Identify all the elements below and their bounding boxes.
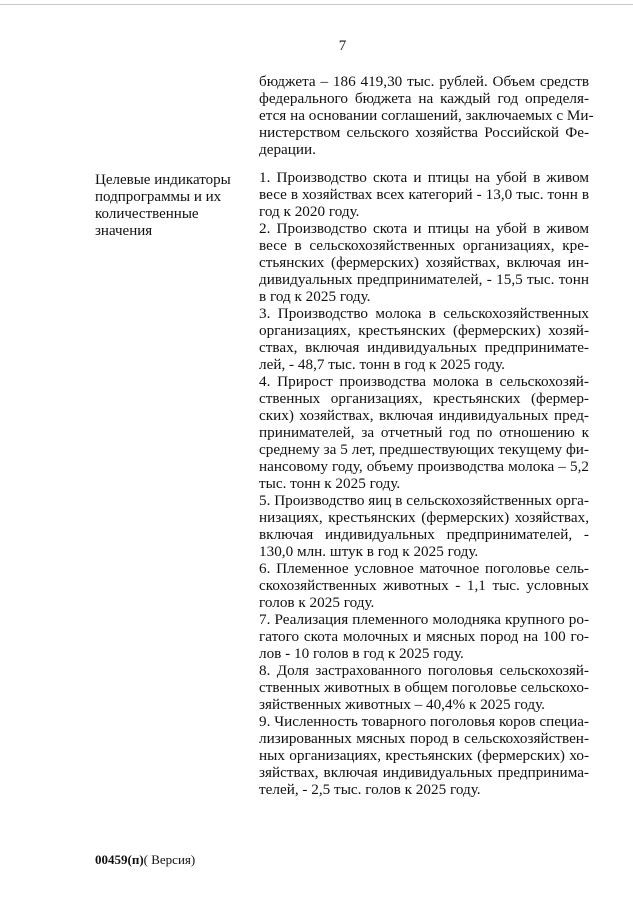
text-line: 3. Производство молока в сельскохозяйственных [259,305,589,322]
text-line: ственных организациях, крестьянских (фермер- [259,390,589,407]
text-line: федерального бюджета на каждый год определя- [259,90,589,107]
indicator-item [259,560,589,611]
text-line: лей, - 48,7 тыс. тонн в год к 2025 году. [259,356,505,373]
label-line: количественные [95,206,199,222]
label-line: Целевые индикаторы [95,172,231,188]
indicator-item [259,713,589,798]
text-line: 9. Численность товарного поголовья коров специа- [259,713,589,730]
text-line: телей, - 2,5 тыс. голов к 2025 году. [259,781,481,798]
text-line: 2. Производство скота и птицы на убой в живом [259,220,589,237]
text-line: принимателей, за отчетный год по отношению к [259,424,589,441]
text-line: ствах, включая индивидуальных предпринимате- [259,339,589,356]
text-line: среднему за 5 лет, предшествующих текущему фи- [259,441,589,458]
text-line: зяйствах, включая индивидуальных предпринима- [259,764,589,781]
text-line: 6. Племенное условное маточное поголовье сель- [259,560,589,577]
indicator-item [259,169,589,220]
indicators-label [95,172,245,240]
text-line: 8. Доля застрахованного поголовья сельскохозяй- [259,662,589,679]
content-column [259,73,594,798]
text-line: гатого скота молочных и мясных пород на 100 го- [259,628,589,645]
indicator-item [259,305,589,373]
text-line: в год к 2025 году. [259,288,371,305]
indicator-item [259,492,589,560]
top-border-line [0,4,633,5]
page-number: 7 [338,38,347,54]
indicator-item [259,611,589,662]
text-line: лизированных мясных пород в сельскохозяйствен- [259,730,589,747]
text-line: стьянских (фермерских) хозяйствах, включая ин- [259,254,589,271]
text-line: 7. Реализация племенного молодняка крупного ро- [259,611,589,628]
indicator-item [259,662,589,713]
text-line: дивидуальных предпринимателей, - 15,5 тыс. тонн [259,271,589,288]
label-line: подпрограммы и их [95,189,222,205]
text-line: ственных животных в общем поголовье сельскохо- [259,679,589,696]
text-line: лов - 10 голов в год к 2025 году. [259,645,464,662]
text-line: 5. Производство яиц в сельскохозяйственных орга- [259,492,589,509]
text-line: нансовому году, объему производства молока – 5,2 [259,458,589,475]
text-line: тыс. тонн к 2025 году. [259,475,401,492]
text-line: скохозяйственных животных - 1,1 тыс. условных [259,577,589,594]
text-line: 130,0 млн. штук в год к 2025 году. [259,543,479,560]
text-line: бюджета – 186 419,30 тыс. рублей. Объем средств [259,73,589,90]
document-footer [95,852,195,868]
text-line: ных организациях, крестьянских (фермерских) хо- [259,747,589,764]
text-line: зяйственных животных – 40,4% к 2025 году. [259,696,545,713]
indicator-item [259,220,589,305]
text-line: организациях, крестьянских (фермерских) хозяй- [259,322,589,339]
text-line: 4. Прирост производства молока в сельскохозяй- [259,373,589,390]
text-line: голов к 2025 году. [259,594,375,611]
text-line: включая индивидуальных предпринимателей, - [259,526,589,543]
indicator-item [259,373,589,492]
text-line: весе в сельскохозяйственных организациях, кре- [259,237,589,254]
text-line: нистерством сельского хозяйства Российской Фе- [259,124,589,141]
document-code: 00459(п) [95,852,144,867]
label-line: значения [95,223,153,239]
text-line: весе в хозяйствах всех категорий - 13,0 тыс. тонн в [259,186,589,203]
text-line: 1. Производство скота и птицы на убой в живом [259,169,589,186]
text-line: год к 2020 году. [259,203,360,220]
text-line: дерации. [259,141,316,158]
text-line: низациях, крестьянских (фермерских) хозяйствах, [259,509,589,526]
text-line: ских) хозяйствах, включая индивидуальных пред- [259,407,589,424]
text-line: ется на основании соглашений, заключаемых с Ми- [259,107,594,124]
indicators-list [259,169,589,798]
intro-paragraph [259,73,594,158]
document-version: ( Версия) [143,852,196,867]
section-gap [259,158,589,169]
